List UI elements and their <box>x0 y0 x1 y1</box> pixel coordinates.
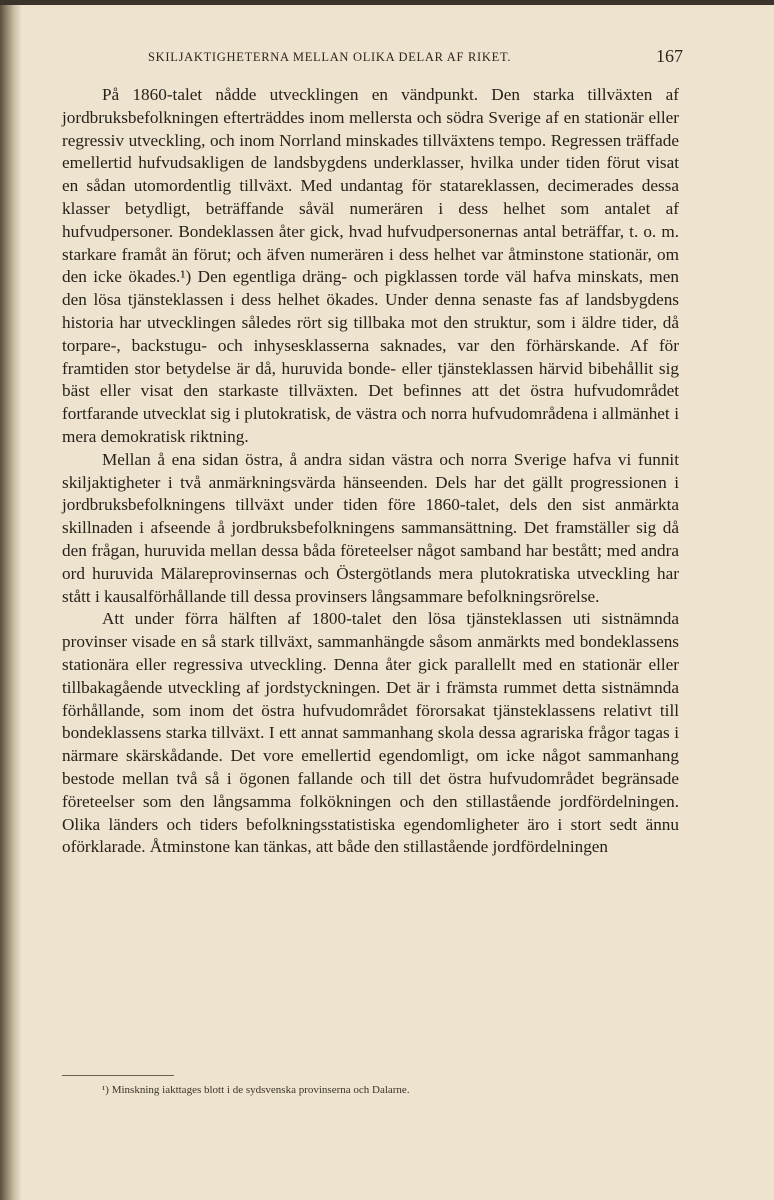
paragraph: Att under förra hälften af 1800-talet den lösa tjänsteklassen uti sistnämnda provinser visade en så stark tillväxt, sammanhängde såsom anmärkts med bondeklassens stationära eller regressiva utveckling. Denna åter gick parallellt med en stationär eller tillbakagående utveckling af jordstyckningen. Det är i främsta rummet detta sistnämnda förhållande, som inom det östra hufvudområdet förorsakat tjänsteklassens relativt till bondeklassens starka tillväxt. I ett annat sammanhang skola dessa agrariska frågor tagas i närmare skärskådande. Det vore emellertid egendomligt, om icke något sammanhang bestode mellan två så i ögonen fallande och till det östra hufvudområdet begränsade företeelser som den långsamma folkökningen och den stillastående jordfördelningen. Olika länders och tiders befolkningsstatistiska egendomligheter äro i stort sedt ännu oförklarade. Åtminstone kan tänkas, att både den stillastående jordfördelningen <box>62 609 679 857</box>
page-top-edge <box>0 0 774 5</box>
paragraph: Mellan å ena sidan östra, å andra sidan västra och norra Sverige hafva vi funnit skiljaktigheter i två anmärkningsvärda hänseenden. Dels har det gällt progressionen i jordbruksbefolkningens tillväxt under tiden före 1860-talet, dels den sist anmärkta skillnaden i afseende å jordbruksbefolkningens sammansättning. Det framställer sig då den frågan, huruvida mellan dessa båda företeelser något samband har bestått; med andra ord huruvida Mälareprovinsernas och Östergötlands mera plutokratiska utveckling har stått i kausalförhållande till dessa provinsers långsammare befolkningsrörelse. <box>62 449 679 606</box>
running-head: SKILJAKTIGHETERNA MELLAN OLIKA DELAR AF RIKET. <box>148 50 512 64</box>
page-header <box>148 46 683 68</box>
paragraph: På 1860-talet nådde utvecklingen en vändpunkt. Den starka tillväxten af jordbruksbefolkningen efterträddes inom mellersta och södra Sverige af en stationär eller regressiv utveckling, och inom Norrland minskades tillväxtens tempo. Regressen träffade emellertid hufvudsakligen de landsbygdens underklasser, hvilka under tiden förut visat en sådan utomordentlig tillväxt. Med undantag för statareklassen, decimerades dessa klasser betydligt, beträffande såväl numerären i dess helhet som antalet af hufvudpersoner. Bondeklassen åter gick, hvad hufvudpersonernas antal beträffar, t. o. m. starkare framåt än förut; och äfven numerären i dess helhet var åtminstone stationär, om den icke ökades.¹) Den egentliga dräng- och pigklassen torde väl hafva minskats, men den lösa tjänsteklassen i dess helhet ökades. Under denna senaste fas af landsbygdens historia har utvecklingen således rört sig tillbaka mot den struktur, som i äldre tider, då torpare-, backstugu- och inhysesklasserna saknades, var den förhärskande. Af för framtiden stor betydelse är då, huruvida bonde- eller tjänsteklassen härvid bibehållit sig bäst eller visat den starkaste tillväxten. Det befinnes att det östra hufvudområdet fortfarande utvecklat sig i plutokratisk, de västra och norra hufvudområdena i allmänhet i mera demokratisk riktning. <box>62 85 679 446</box>
page-number: 167 <box>656 46 683 66</box>
body-text <box>62 84 679 859</box>
footnote: ¹) Minskning iakttages blott i de sydsvenska provinserna och Dalarne. <box>102 1084 410 1096</box>
footnote-rule <box>62 1075 174 1076</box>
page-binding-shadow <box>0 0 22 1200</box>
